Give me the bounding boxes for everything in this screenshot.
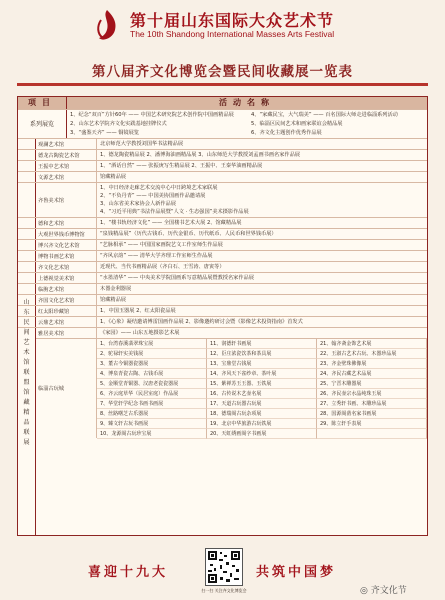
exhibition-text: 3、山东省美术家协会人新作品展	[100, 201, 176, 207]
museum-row	[18, 217, 427, 228]
exhibition-text: 4、“习近平用典”书法作品展暨“人文 · 生态强国”美术摄影作品展	[100, 209, 249, 215]
exhibition-text: 2、“不负丹青” —— 中国美协国画作品邀请展	[100, 193, 206, 199]
antique-exhibition: 22、玉淑古艺术古玩、木器珍品展	[317, 349, 427, 359]
exhibition-text: 馆藏精品展	[100, 297, 126, 303]
museum-row	[18, 316, 427, 327]
museum-row	[18, 283, 427, 294]
museum-row	[18, 228, 427, 239]
antique-exhibition: 13、宝鼎堂古钱展	[207, 359, 317, 369]
series-item: 6、齐文化主题创作优秀作品展	[251, 130, 322, 136]
header	[0, 0, 445, 50]
antique-exhibition: 6、齐云庭草华（民居室庭）作品展	[97, 389, 207, 399]
museum-row	[18, 138, 427, 149]
header-activity-name: 活动名称	[67, 97, 427, 109]
antique-exhibition: 24、齐民古藏艺术品展	[317, 369, 427, 379]
exhibition-text: 1、《心象》凝结邀请傅雷国画作品展 2、影像邀约研讨会暨《影像艺术投资指南》首发式	[100, 319, 303, 325]
series-right-list	[248, 111, 427, 138]
antique-exhibition: 15、紫禅苏玉玉器、玉铁展	[207, 379, 317, 389]
museum-row	[18, 305, 427, 316]
museum-row	[18, 239, 427, 250]
antique-exhibition: 4、博泉青瓷古陶、古钱币展	[97, 369, 207, 379]
antique-city-name: 临淄古玩城	[36, 338, 97, 438]
antique-exhibition: 1、台湾春溪翡翠珠宝展	[97, 339, 207, 349]
series-category: 系列展览	[18, 110, 67, 138]
museum-name: 上德视觉美术馆	[36, 273, 97, 284]
antique-exhibition: 25、宁晋木雕器展	[317, 379, 427, 389]
antique-exhibition: 11、润德轩书画展	[207, 339, 317, 349]
watermark-text: 齐文化节	[370, 586, 407, 596]
series-item: 3、“盛鉴天齐” —— 铜镜展览	[70, 130, 140, 136]
document-title: 第八届齐文化博览会暨民间收藏展一览表	[92, 64, 353, 80]
antique-exhibition: 17、天道古玩器古玩展	[207, 399, 317, 409]
watermark	[360, 583, 407, 596]
antique-exhibition: 5、金顺堂青铜器、汉唐老瓷瓷器展	[97, 379, 207, 389]
exhibition-text: “泉钱精品展”（历代古钱币、历代金银币、历代纸币、人民币和世界钱币展）	[100, 231, 277, 237]
series-item: 4、“家藏民宝，大气瑞美” —— 百名国际大师走进临淄系列活动	[251, 112, 398, 118]
exhibition-text: “水墨清华” —— 中央美术学院国画系写意精品展暨教授名家作品展	[100, 275, 254, 281]
museum-name: 齐鲁美术馆	[36, 183, 97, 218]
festival-title: 第十届山东国际大众艺术节	[130, 11, 335, 30]
museum-name: 齐文化艺术馆	[36, 262, 97, 273]
exhibition-text: 木器金利器展	[100, 286, 132, 292]
antique-exhibition: 8、丝路曙芝古乐器展	[97, 409, 207, 419]
museum-name: 临朐艺术馆	[36, 284, 97, 295]
museum-name: 博兴齐文化艺术馆	[36, 240, 97, 251]
antique-exhibition: 3、董古今铜器瓷器展	[97, 359, 207, 369]
museum-name: 云鼎艺术馆	[36, 317, 97, 328]
antique-exhibition: 12、臣庄浓瓷饮茶和茶具展	[207, 349, 317, 359]
series-row	[18, 109, 427, 137]
title-divider	[17, 83, 428, 86]
exhibition-text: 近现代、当代书画精品展（齐白石、王雪涛、唐寅等）	[100, 264, 225, 270]
museum-name: 博物书画艺术馆	[36, 251, 97, 262]
museum-row	[18, 149, 427, 160]
antique-exhibition	[317, 429, 427, 439]
qr-code-icon	[206, 549, 242, 585]
museum-name: 红太阳珍藏馆	[36, 306, 97, 317]
museum-name: 文源艺术馆	[36, 172, 97, 183]
museum-row	[18, 160, 427, 171]
museum-name: 大观世界钱币博物馆	[36, 229, 97, 240]
antique-exhibition: 23、齐金壁珠佛像展	[317, 359, 427, 369]
festival-title-en: The 10th Shandong International Masses Arts Festival	[130, 29, 335, 39]
slogan-right: 共筑中国梦	[256, 565, 337, 580]
exhibition-text: “艺脉相承” —— 中国国家画院艺文工作室师生作品展	[100, 242, 223, 248]
activity-table	[17, 96, 428, 536]
series-left-list	[67, 111, 247, 138]
main-category-text: 山东民间艺术馆联盟馆藏精品联展	[23, 299, 30, 446]
wechat-icon: ◎	[360, 586, 368, 596]
qr-code[interactable]	[205, 548, 243, 586]
antique-exhibition: 2、驼禄轩实美钱展	[97, 349, 207, 359]
museum-row	[18, 250, 427, 261]
antique-exhibition: 16、古传说木艺壶名展	[207, 389, 317, 399]
exhibition-text: 《家园》—— 山东五地摄影艺术展	[100, 330, 180, 336]
exhibition-text: 1、“酒话自然” —— 张振庚写生精品展 2、王振中、王秦华油画精品展	[100, 163, 263, 169]
festival-logo-icon	[93, 8, 121, 44]
museum-row	[18, 294, 427, 305]
series-item: 5、临淄区民间艺术和画家联谊会精品展	[251, 121, 343, 127]
qr-caption: 扫一扫 关注齐文化博览会	[201, 588, 247, 593]
museum-row	[18, 272, 427, 283]
exhibition-text: “齐风京韵” —— 清华大学齐理工作室师生作品展	[100, 253, 213, 259]
antique-exhibition: 18、德瑞阁古玩杂项展	[207, 409, 317, 419]
antique-exhibition: 29、陈立轩手表展	[317, 419, 427, 429]
exhibition-text: 北京师范大学教授刘国华书法精品展	[100, 141, 184, 147]
antique-exhibition: 14、齐风天下雀纱章、茶叶展	[207, 369, 317, 379]
museum-name: 雅居美术馆	[36, 328, 97, 339]
antique-exhibition: 10、龙源阁古玩珍宝展	[97, 429, 207, 439]
antique-exhibition: 19、北京中华旅游古玩铁展	[207, 419, 317, 429]
antique-exhibition: 7、华堂轩学纪念书画书画展	[97, 399, 207, 409]
series-item: 1、纪念“双百”方针60年 —— 中国艺术研究院艺术创作院中国画精品展	[70, 112, 234, 118]
museum-name: 德龙古陶瓷艺术馆	[36, 150, 97, 161]
exhibition-text: 馆藏精品展	[100, 174, 126, 180]
museum-name: 观澜艺术馆	[36, 139, 97, 150]
museum-row	[18, 261, 427, 272]
museum-row	[18, 182, 427, 217]
museum-row	[18, 171, 427, 182]
exhibition-text: 1、中日经济走廊艺术交流中心中日跨境艺术家联展	[100, 185, 218, 191]
exhibition-text: 1、中国玉器展 2、红太阳瓷品展	[100, 308, 176, 314]
antique-exhibition: 9、臻文轩古玩书画展	[97, 419, 207, 429]
museum-name: 德和艺术馆	[36, 218, 97, 229]
antique-exhibition: 28、国源阁凿名家书画展	[317, 409, 427, 419]
footer	[0, 543, 445, 600]
header-item: 项目	[18, 97, 67, 109]
exhibition-text: 1、德龙陶瓷精品展 2、潘博海油画精品展 3、山东师范大学教授刘孟画书画名家作品展	[100, 152, 300, 158]
antique-exhibition: 26、齐民壶宗水晶纯珠玉展	[317, 389, 427, 399]
antique-exhibition: 20、天虹绣画阁字书画展	[207, 429, 317, 439]
antique-exhibition: 21、翰齐斋金饰艺术展	[317, 339, 427, 349]
museum-row	[18, 327, 427, 338]
antique-exhibition: 27、立秀轩书画、木雕珍品展	[317, 399, 427, 409]
slogan-left: 喜迎十九大	[88, 565, 169, 580]
exhibition-text: 1、“楼书轨经济文化” —— 全国楼书艺术大展 2、馆藏精品展	[100, 220, 242, 226]
series-item: 2、山东艺术学院齐文化实践基地挂牌仪式	[70, 121, 167, 127]
museum-name: 王振中艺术馆	[36, 161, 97, 172]
museum-name: 齐国文化艺术馆	[36, 295, 97, 306]
antique-grid	[97, 338, 427, 438]
